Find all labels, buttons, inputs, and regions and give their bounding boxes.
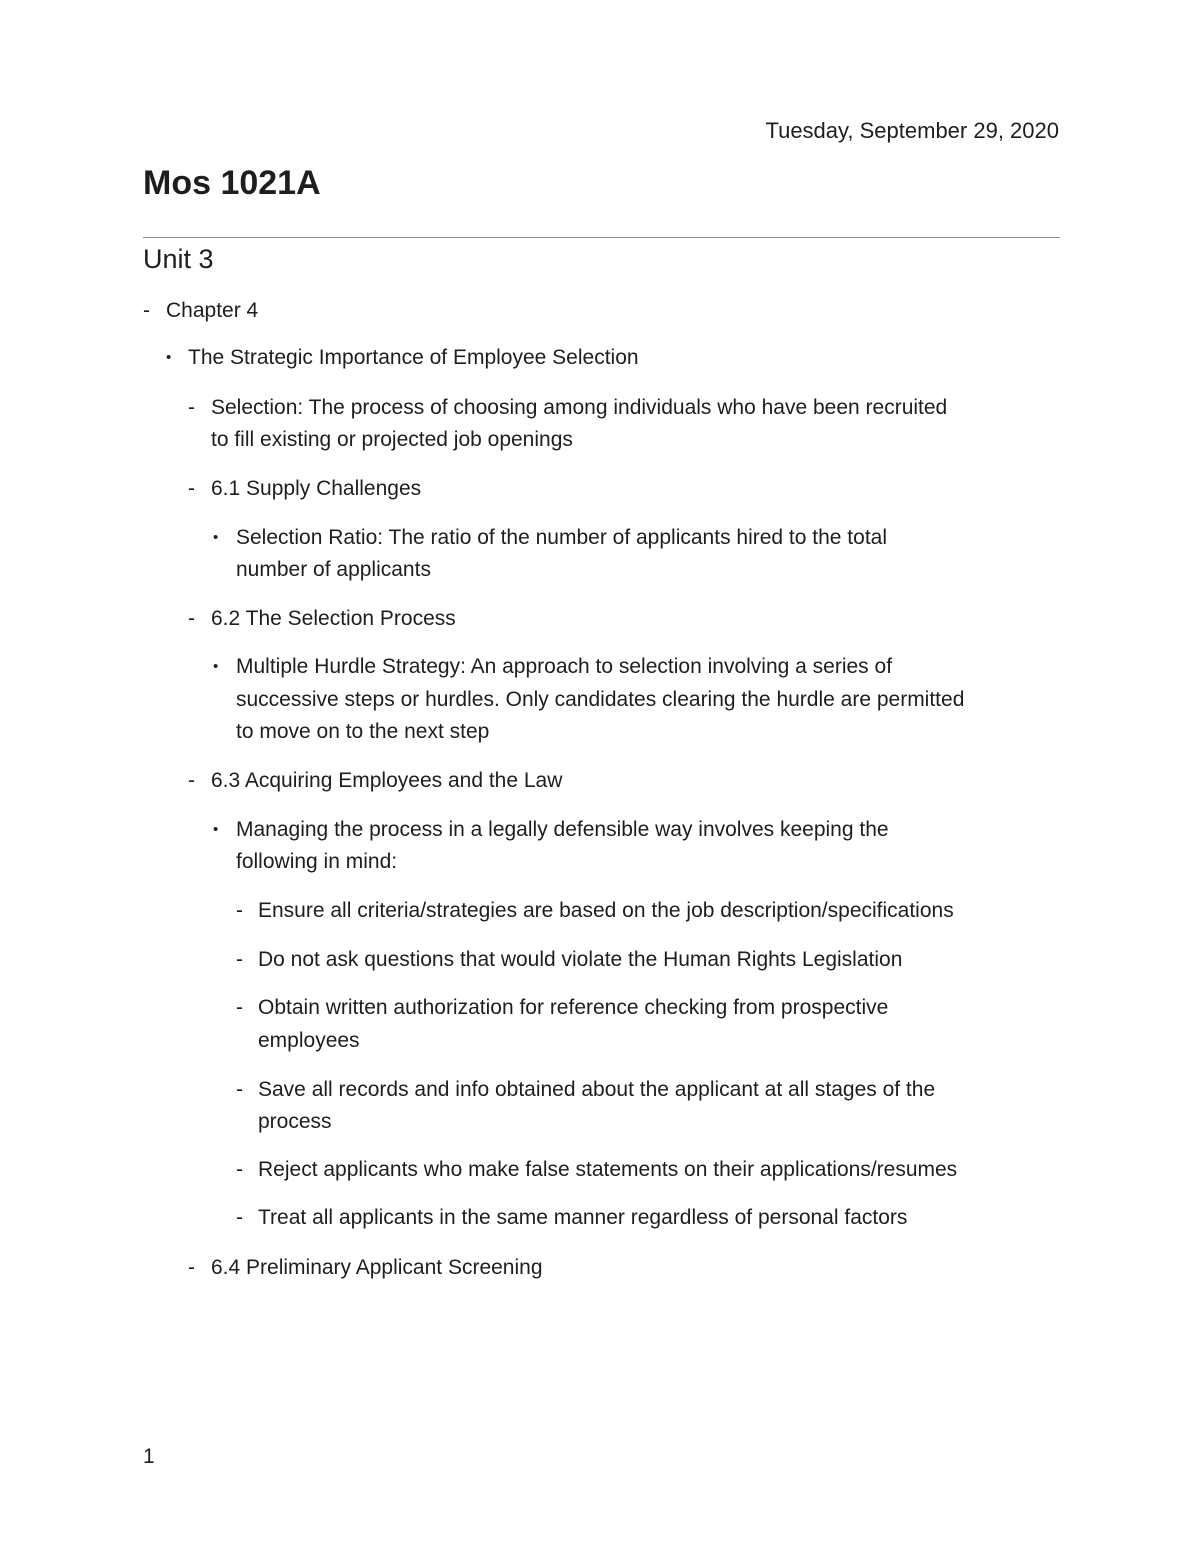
law-item-cont: employees [258, 1029, 360, 1052]
law-item: Do not ask questions that would violate the Human Rights Legislation [258, 948, 903, 971]
bullet-marker: • [213, 658, 219, 675]
dash-marker: - [188, 1256, 195, 1279]
bullet-marker: • [166, 349, 172, 366]
topic-label: The Strategic Importance of Employee Selection [188, 346, 639, 369]
chapter-label: Chapter 4 [166, 299, 259, 322]
section-6-1: 6.1 Supply Challenges [211, 477, 422, 500]
law-item: Treat all applicants in the same manner regardless of personal factors [258, 1206, 908, 1229]
dash-marker: - [143, 299, 150, 322]
law-item-cont: process [258, 1110, 332, 1133]
section-6-3: 6.3 Acquiring Employees and the Law [211, 769, 563, 792]
multiple-hurdle-definition: Multiple Hurdle Strategy: An approach to selection involving a series of [236, 655, 893, 678]
bullet-marker: • [213, 821, 219, 838]
page-number: 1 [143, 1445, 155, 1468]
document-title: Mos 1021A [143, 164, 321, 202]
section-heading: Unit 3 [143, 244, 214, 274]
managing-note: Managing the process in a legally defensible way involves keeping the [236, 818, 889, 841]
document-date: Tuesday, September 29, 2020 [765, 118, 1059, 143]
selection-ratio-definition: Selection Ratio: The ratio of the number of applicants hired to the total [236, 526, 887, 549]
dash-marker: - [188, 607, 195, 630]
law-item: Save all records and info obtained about the applicant at all stages of the [258, 1078, 936, 1101]
dash-marker: - [236, 1206, 243, 1229]
dash-marker: - [236, 1078, 243, 1101]
selection-ratio-definition-cont: number of applicants [236, 558, 431, 581]
title-divider [143, 237, 1060, 238]
law-item: Reject applicants who make false statements on their applications/resumes [258, 1158, 958, 1181]
multiple-hurdle-definition-cont: to move on to the next step [236, 720, 490, 743]
dash-marker: - [236, 1158, 243, 1181]
law-item: Obtain written authorization for reference checking from prospective [258, 996, 889, 1019]
dash-marker: - [188, 769, 195, 792]
dash-marker: - [236, 899, 243, 922]
section-6-2: 6.2 The Selection Process [211, 607, 456, 630]
selection-definition-cont: to fill existing or projected job openings [211, 428, 573, 451]
managing-note-cont: following in mind: [236, 850, 398, 873]
dash-marker: - [236, 948, 243, 971]
dash-marker: - [188, 477, 195, 500]
dash-marker: - [236, 996, 243, 1019]
section-6-4: 6.4 Preliminary Applicant Screening [211, 1256, 543, 1279]
multiple-hurdle-definition-cont: successive steps or hurdles. Only candidates clearing the hurdle are permitted [236, 688, 965, 711]
bullet-marker: • [213, 529, 219, 546]
dash-marker: - [188, 396, 195, 419]
law-item: Ensure all criteria/strategies are based on the job description/specifications [258, 899, 954, 922]
selection-definition: Selection: The process of choosing among individuals who have been recruited [211, 396, 948, 419]
